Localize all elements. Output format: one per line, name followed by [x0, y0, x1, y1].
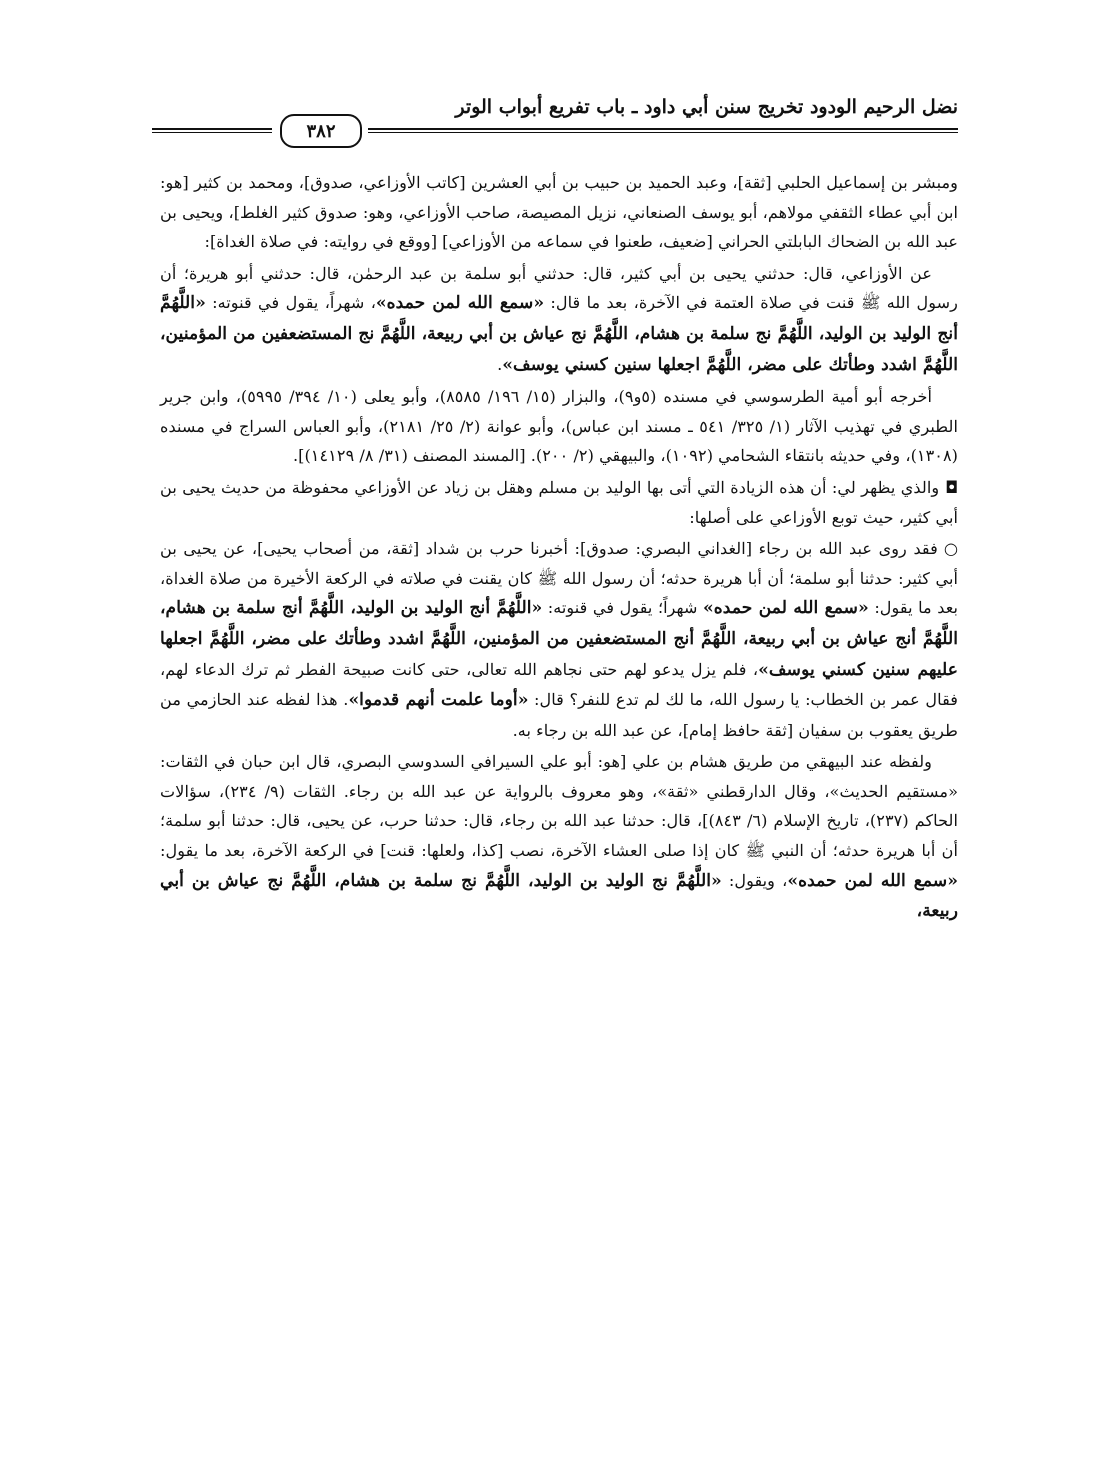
paragraph-p5 — [160, 534, 958, 745]
body-text: ، فلم يزل يدعو لهم حتى نجاهم الله تعالى، حتى كانت صبيحة الفطر ثم ترك الدعاء لهم، فقال عمر بن الخطاب: يا رسول الله، ما لك لم تدع للنفر؟ قال: — [160, 659, 958, 710]
header-rule-left — [152, 128, 272, 133]
quoted-hadith-text: «أوما علمت أنهم قدموا» — [348, 690, 529, 711]
quoted-hadith-text: «اللَّهُمَّ نج الوليد بن الوليد، اللَّهُمَّ نج سلمة بن هشام، اللَّهُمَّ نج عياش بن أبي ربيعة، — [160, 870, 958, 922]
running-title: نضل الرحيم الودود تخريج سنن أبي داود ـ باب تفريع أبواب الوتر — [455, 96, 958, 118]
quoted-hadith-text: «سمع الله لمن حمده» — [375, 293, 545, 314]
quoted-hadith-text: «سمع الله لمن حمده» — [787, 870, 958, 891]
page-header — [152, 94, 958, 146]
paragraph-p3 — [160, 382, 958, 471]
header-rule-right — [368, 128, 958, 133]
page-number: ٣٨٢ — [280, 114, 362, 148]
body-text: ، ويقول: — [721, 870, 788, 890]
body-text: ، شهراً، يقول في قنوته: — [205, 293, 376, 313]
paragraph-marker: ○ — [943, 539, 958, 559]
paragraph-p4 — [160, 473, 958, 532]
body-text: عن الأوزاعي، قال: حدثني يحيى بن أبي كثير، قال: حدثني أبو سلمة بن عبد الرحمٰن، قال: حدثني أبو هريرة؛ أن رسول الله ﷺ قنت في صلاة العتمة في الآخرة، بعد ما قال: — [160, 263, 958, 313]
body-text: . هذا لفظه عند الحازمي من طريق يعقوب بن سفيان [ثقة حافظ إمام]، عن عبد الله بن رجاء به. — [160, 690, 958, 740]
quoted-hadith-text: «سمع الله لمن حمده» — [703, 598, 869, 619]
body-text: أخرجه أبو أمية الطرسوسي في مسنده (٥و٩)، والبزار (١٥/ ١٩٦/ ٨٥٨٥)، وأبو يعلى (١٠/ ٣٩٤/ ٥٩٩٥)، وابن جرير الطبري في تهذيب الآثار (١/ ٣٢٥/ ٥٤١ ـ مسند ابن عباس)، وأبو عوانة (٢/ ٢٥/ ٢١٨١)، وأبو العباس السراج في مسنده (١٣٠٨)، وفي حديثه بانتقاء الشحامي (١٠٩٢)، والبيهقي (٢/ ٢٠٠). [المسند المصنف (٣١/ ٨/ ١٤١٢٩)]. — [160, 387, 958, 466]
body-text: فقد روى عبد الله بن رجاء [الغداني البصري: صدوق]: أخبرنا حرب بن شداد [ثقة، من أصحاب يحيى]، عن يحيى بن أبي كثير: حدثنا أبو سلمة؛ أن أبا هريرة حدثه؛ أن رسول الله ﷺ كان يقنت في صلاته في الركعة الأخيرة من صلاة الغداة، بعد ما يقول: — [160, 539, 959, 618]
paragraph-marker: ◘ — [945, 477, 958, 497]
paragraph-p2 — [160, 259, 958, 380]
quoted-hadith-text: «اللَّهُمَّ أنج الوليد بن الوليد، اللَّهُمَّ نج سلمة بن هشام، اللَّهُمَّ نج عياش بن أبي ربيعة، اللَّهُمَّ نج المستضعفين من المؤمنين، اللَّهُمَّ اشدد وطأتك على مضر، اللَّهُمَّ اجعلها سنين كسني يوسف» — [160, 293, 958, 375]
paragraph-p1 — [160, 168, 958, 257]
body-text: ولفظه عند البيهقي من طريق هشام بن علي [هو: أبو علي السيرافي السدوسي البصري، قال ابن حبان في الثقات: «مستقيم الحديث»، وقال الدارقطني «ثقة»، وهو معروف بالرواية عن عبد الله بن رجاء. الثقات (٩/ ٢٣٤)، سؤالات الحاكم (٢٣٧)، تاريخ الإسلام (٦/ ٨٤٣)]، قال: حدثنا عبد الله بن رجاء، قال: حدثنا حرب، عن يحيى، قال: حدثنا أبو سلمة؛ أن أبا هريرة حدثه؛ أن النبي ﷺ كان إذا صلى العشاء الآخرة، نصب [كذا، ولعلها: قنت] في الركعة الآخرة، بعد ما يقول: — [160, 752, 958, 861]
quoted-hadith-text: «اللَّهُمَّ أنج الوليد بن الوليد، اللَّهُمَّ أنج سلمة بن هشام، اللَّهُمَّ أنج عياش بن أبي ربيعة، اللَّهُمَّ أنج المستضعفين من المؤمنين، اللَّهُمَّ اشدد وطأتك على مضر، اللَّهُمَّ اجعلها عليهم سنين كسني يوسف» — [160, 598, 958, 680]
paragraph-p6 — [160, 747, 958, 927]
body-text: شهراً؛ يقول في قنوته: — [542, 598, 704, 618]
main-text — [160, 168, 958, 927]
body-text: ومبشر بن إسماعيل الحلبي [ثقة]، وعبد الحميد بن حبيب بن أبي العشرين [كاتب الأوزاعي، صدوق]، ومحمد بن كثير [هو: ابن أبي عطاء الثقفي مولاهم، أبو يوسف الصنعاني، نزيل المصيصة، صاحب الأوزاعي، وهو: صدوق كثير الغلط]، ويحيى بن عبد الله بن الضحاك البابلتي الحراني [ضعيف، طعنوا في سماعه من الأوزاعي] [ووقع في روايته: في صلاة الغداة]: — [160, 173, 958, 252]
body-text: . — [497, 354, 503, 374]
body-text: والذي يظهر لي: أن هذه الزيادة التي أتى بها الوليد بن مسلم وهقل بن زياد عن الأوزاعي محفوظة من حديث يحيى بن أبي كثير، حيث توبع الأوزاعي على أصلها: — [160, 477, 958, 527]
